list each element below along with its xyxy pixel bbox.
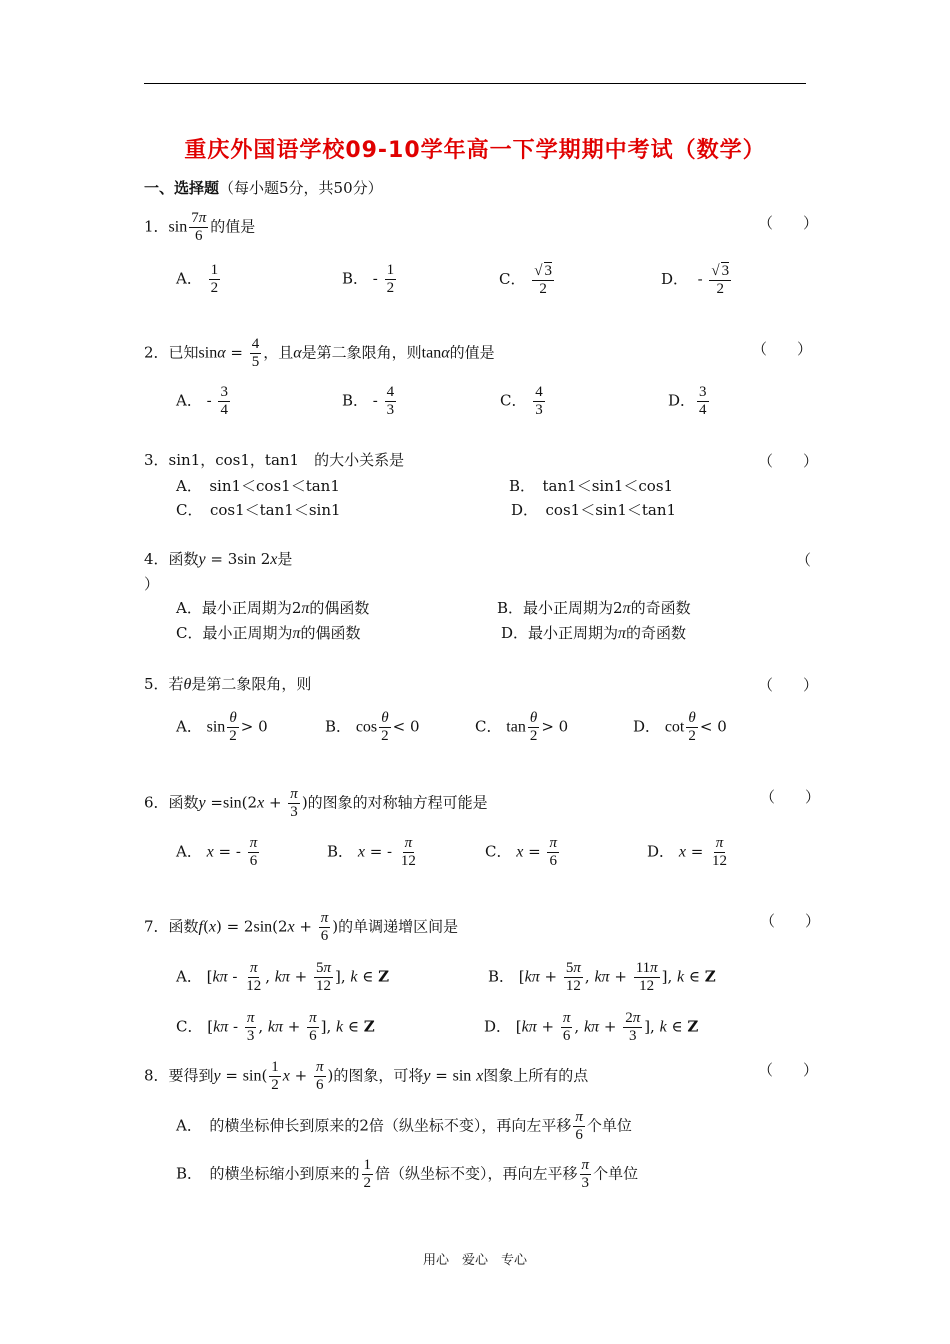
q5-option-b: B． cos $\frac{\theta}{2}$ < 0 xyxy=(325,710,420,744)
q2-option-a: A． - $\frac{3}{4}$ xyxy=(176,384,228,418)
question-1: 1．sin $\frac{7\pi}{6}$ 的值是 xyxy=(144,210,256,244)
q5-option-c: C． tan $\frac{\theta}{2}$ > 0 xyxy=(475,710,569,744)
question-6: 6．函数y =sin(2x + $\frac{\pi}{3}$ )的图象的对称轴方程可能是 xyxy=(144,786,488,820)
question-7: 7．函数f(x) = 2sin(2x + $\frac{\pi}{6}$ )的单调递增区间是 xyxy=(144,910,459,944)
q8-option-a: A． 的横坐标伸长到原来的2倍（纵坐标不变），再向左平移 $\frac{\pi}{6}$ 个单位 xyxy=(176,1109,632,1143)
q4-option-c: C．最小正周期为π的偶函数 xyxy=(176,624,361,642)
q1-number: 1． xyxy=(144,217,169,236)
q1-option-d: D． - $\frac{√ 3}{2}$ xyxy=(661,263,730,297)
page-footer: 用心 爱心 专心 xyxy=(422,1253,527,1268)
q5-option-a: A． sin $\frac{\theta}{2}$ > 0 xyxy=(176,710,268,744)
q3-option-c: C． cos1＜tan1＜sin1 xyxy=(176,501,341,519)
q2-option-c: C． $\frac{4}{3}$ xyxy=(500,384,543,418)
section-label: 一、选择题 xyxy=(144,179,220,197)
q8-answer-paren: （ ） xyxy=(758,1061,819,1079)
page-title: 重庆外国语学校09-10学年高一下学期期中考试（数学） xyxy=(184,138,766,163)
q4-option-a: A．最小正周期为2π的偶函数 xyxy=(176,599,370,617)
q4-paren-left: （ xyxy=(796,551,812,569)
q3-option-a: A． sin1＜cos1＜tan1 xyxy=(176,477,340,495)
q7-option-d: D． [kπ + $\frac{\pi}{6}$ , kπ + $\frac{2\pi}{3}$ ], k ∈ Z xyxy=(484,1010,699,1044)
q7-option-a: A． [kπ - $\frac{\pi}{12}$ , kπ + $\frac{5\pi}{12}$ ], k ∈ Z xyxy=(176,960,390,994)
question-2: 2．已知sinα = $\frac{4}{5}$ ，且α是第二象限角，则tanα的值是 xyxy=(144,336,495,370)
q3-option-d: D． cos1＜sin1＜tan1 xyxy=(511,501,677,519)
section-note: （每小题5分，共50分） xyxy=(219,179,383,197)
q7-option-b: B． [kπ + $\frac{5\pi}{12}$ , kπ + $\frac{11\pi}{12}$ ], k ∈ Z xyxy=(488,960,716,994)
q1-option-a: A． $\frac{1}{2}$ xyxy=(176,262,219,296)
q2-option-d: D． $\frac{3}{4}$ xyxy=(668,384,707,418)
q4-option-b: B．最小正周期为2π的奇函数 xyxy=(497,599,691,617)
q4-option-d: D．最小正周期为π的奇函数 xyxy=(501,624,687,642)
q4-paren-right: ） xyxy=(144,575,160,593)
q6-option-d: D． x = $\frac{\pi}{12}$ xyxy=(647,835,728,869)
q3-option-b: B． tan1＜sin1＜cos1 xyxy=(509,477,674,495)
q7-option-c: C． [kπ - $\frac{\pi}{3}$ , kπ + $\frac{\pi}{6}$ ], k ∈ Z xyxy=(176,1010,375,1044)
header-rule xyxy=(144,83,806,84)
q6-option-c: C． x = $\frac{\pi}{6}$ xyxy=(485,835,557,869)
q5-option-d: D． cot $\frac{\theta}{2}$ < 0 xyxy=(633,710,727,744)
q2-option-b: B． - $\frac{4}{3}$ xyxy=(342,384,395,418)
q3-answer-paren: （ ） xyxy=(758,452,819,470)
q6-option-b: B． x = - $\frac{\pi}{12}$ xyxy=(327,835,416,869)
question-8: 8．要得到y = sin( $\frac{1}{2}$ x + $\frac{\pi}{6}$ )的图象，可将y = sin x图象上所有的点 xyxy=(144,1059,589,1093)
q1-suffix: 的值是 xyxy=(210,217,256,236)
q6-answer-paren: （ ） xyxy=(760,788,821,806)
question-5: 5．若θ是第二象限角，则 xyxy=(144,675,312,693)
q2-answer-paren: （ ） xyxy=(752,340,813,358)
q1-option-c: C． $\frac{√ 3}{2}$ xyxy=(499,263,552,297)
q7-answer-paren: （ ） xyxy=(760,912,821,930)
question-4: 4．函数y = 3sin 2x是 xyxy=(144,550,293,568)
question-3: 3．sin1，cos1，tan1 的大小关系是 xyxy=(144,451,405,469)
q8-option-b: B． 的横坐标缩小到原来的 $\frac{1}{2}$ 倍（纵坐标不变），再向左平移 $\frac{\pi}{3}$ 个单位 xyxy=(176,1157,639,1191)
q6-option-a: A． x = - $\frac{\pi}{6}$ xyxy=(176,835,258,869)
q5-answer-paren: （ ） xyxy=(758,676,819,694)
q1-answer-paren: （ ） xyxy=(758,214,819,232)
section-heading xyxy=(144,177,383,198)
q1-option-b: B． - $\frac{1}{2}$ xyxy=(342,262,395,296)
